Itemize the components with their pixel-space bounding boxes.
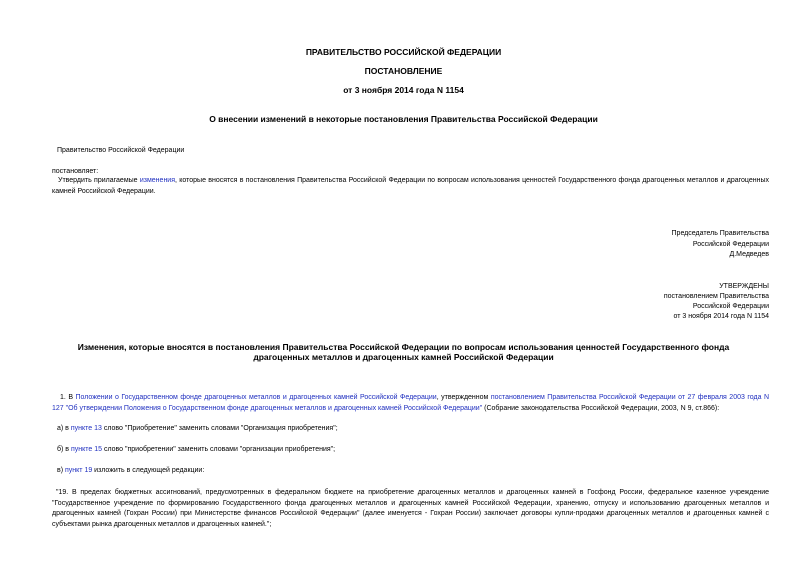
clause-19-link[interactable]: пункт 19: [65, 467, 93, 474]
item-b-line: б) в пункте 15 слово "приобретении" заменить словами "организации приобретения";: [57, 446, 336, 453]
approval-line-1: УТВЕРЖДЕНЫ: [719, 283, 769, 290]
date-number-heading: от 3 ноября 2014 года N 1154: [343, 85, 464, 95]
item-a-line: а) в пункте 13 слово "Приобретение" заменить словами "Организация приобретения";: [57, 425, 338, 432]
item-1-paragraph: 1. В Положении о Государственном фонде драгоценных металлов и драгоценных камней Российской Федерации, утвержденном постановлением Правительства Российской Федерации от 27 февраля 2003 года N 127 "Об утверждении Положения о Государственном фонде драгоценных металлов и драгоценных камней Российской Федерации" (Собрание законодательства Российской Федерации, 2003, N 9, ст.866):: [52, 394, 770, 412]
signature-title-2: Российской Федерации: [692, 241, 769, 248]
changes-link[interactable]: изменения: [139, 177, 176, 184]
government-line: Правительство Российской Федерации: [57, 147, 185, 154]
signature-name: Д.Медведев: [729, 251, 769, 258]
clause-19-quote: "19. В пределах бюджетных ассигнований, предусмотренных в федеральном бюджете на приобретение драгоценных металлов и драгоценных камней в Госфонд России, федеральное казенное учреждение "Государственное учреждение по формированию Государственного фонда драгоценных металлов и драгоценных камней Российской Федерации, хранению, отпуску и использованию драгоценных металлов и драгоценных камней (Гохран России) при Министерстве финансов Российской Федерации" (далее именуется - Гохран России) заключает договоры купли-продажи драгоценных металлов и драгоценных камней с субъектами рынка драгоценных металлов и драгоценных камней.";: [52, 489, 769, 528]
approval-line-3: Российской Федерации: [692, 303, 769, 310]
approve-paragraph: Утвердить прилагаемые изменения, которые вносятся в постановления Правительства Российской Федерации по вопросам использования ценностей Государственного фонда драгоценных металлов и драгоценных камней Российской Федерации.: [52, 177, 769, 195]
regulation-link[interactable]: Положении о Государственном фонде драгоценных металлов и драгоценных камней Российской Федерации: [75, 394, 437, 401]
org-heading: ПРАВИТЕЛЬСТВО РОССИЙСКОЙ ФЕДЕРАЦИИ: [305, 47, 502, 57]
document-title: О внесении изменений в некоторые постановления Правительства Российской Федерации: [209, 114, 598, 124]
signature-title-1: Председатель Правительства: [671, 230, 769, 237]
approval-line-4: от 3 ноября 2014 года N 1154: [673, 313, 769, 320]
changes-title-line-2: драгоценных металлов и драгоценных камней Российской Федерации: [253, 352, 554, 362]
doc-type-heading: ПОСТАНОВЛЕНИЕ: [364, 66, 443, 76]
resolves-line: постановляет:: [52, 168, 99, 175]
clause-13-link[interactable]: пункте 13: [70, 425, 102, 432]
item-v-line: в) пункт 19 изложить в следующей редакции:: [57, 467, 205, 474]
approval-line-2: постановлением Правительства: [663, 293, 769, 300]
clause-15-link[interactable]: пункте 15: [70, 446, 103, 453]
resolution-127-link[interactable]: постановлением Правительства Российской Федерации от 27 февраля 2003 года N 127 "Об утверждении Положения о Государственном фонде драгоценных металлов и драгоценных камней Российской Федерации": [52, 394, 770, 412]
changes-title-line-1: Изменения, которые вносятся в постановления Правительства Российской Федерации по вопросам использования ценностей Государственного фонда: [77, 342, 730, 352]
